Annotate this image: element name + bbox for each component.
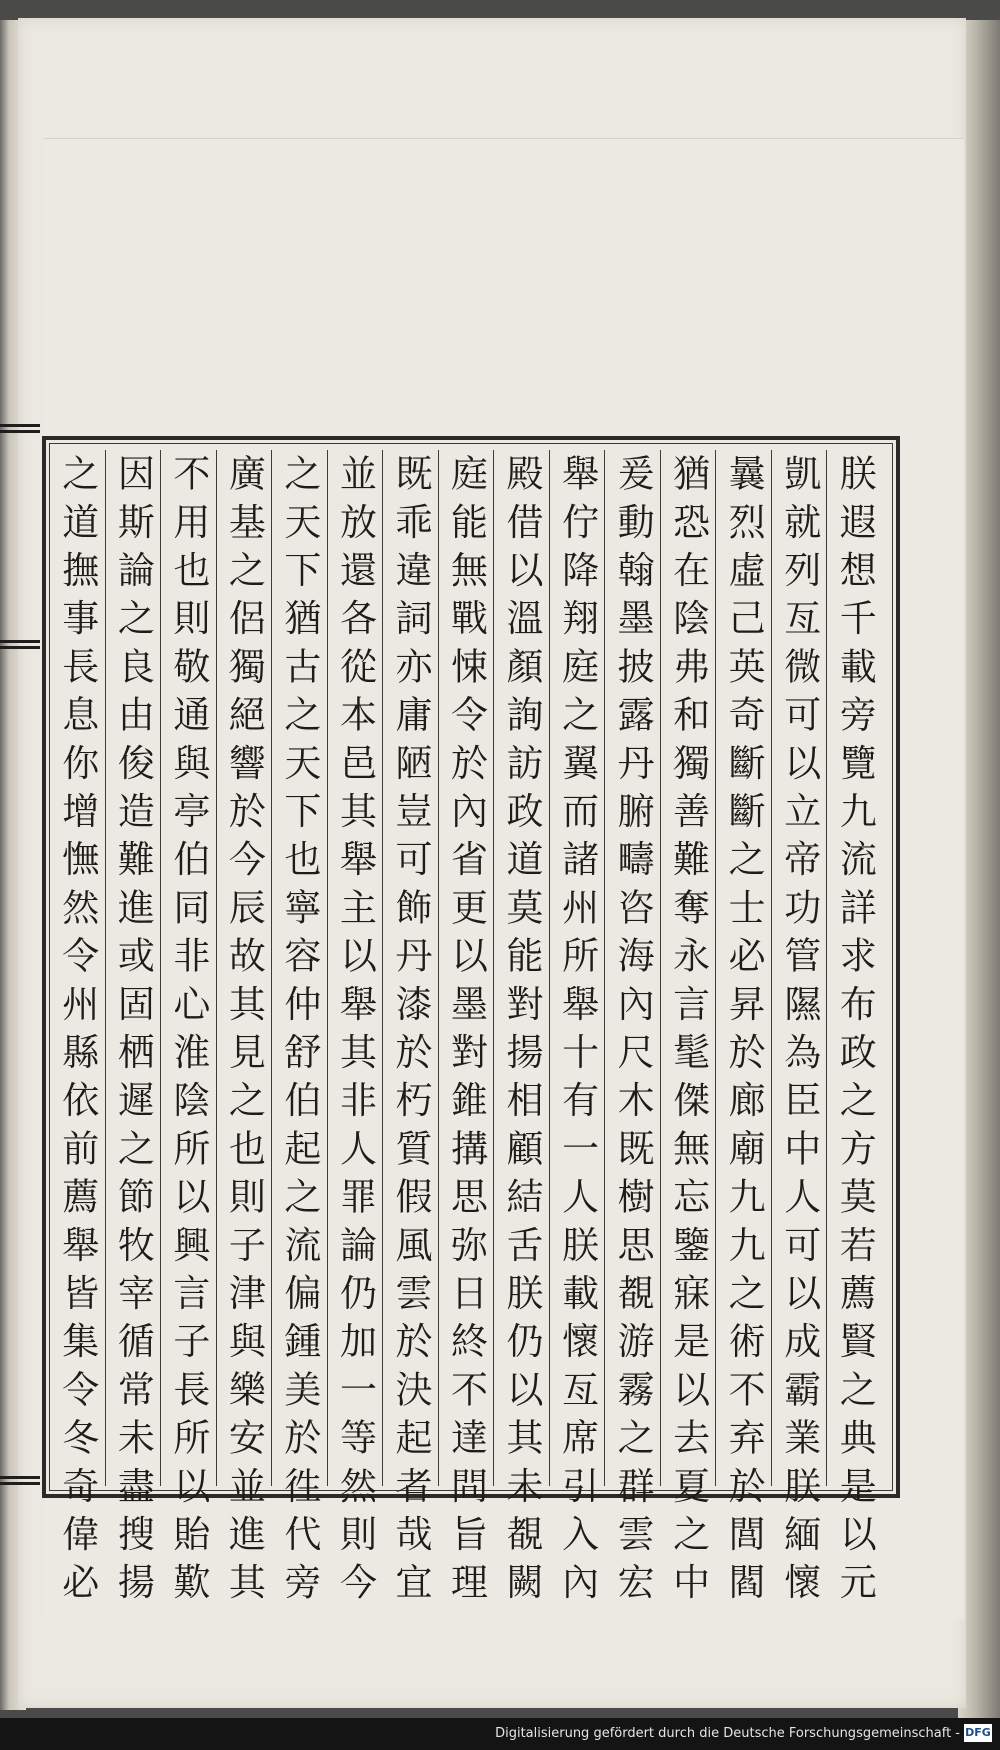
column-text: 舉佇降翔庭之翼而諸州所舉十有一人朕載懷亙席引入內: [555, 454, 599, 1611]
footer-credit: Digitalisierung gefördert durch die Deutsche Forschungsgemeinschaft -: [495, 1726, 960, 1741]
text-columns: [50, 450, 882, 1611]
text-column: [105, 450, 161, 1611]
column-text: 爰動翰墨披露丹腑疇咨海內尺木既樹思覩游霧之群雲宏: [611, 454, 655, 1611]
column-text: 廣基之侶獨絕響於今辰故其見之也則子津與樂安並進其: [222, 454, 266, 1611]
text-column: [160, 450, 216, 1611]
binding-thread: [0, 1482, 40, 1485]
text-column: [604, 450, 660, 1611]
text-column: [216, 450, 272, 1611]
column-text: 凱就列亙微可以立帝功管隰為臣中人可以成霸業朕緬懷: [777, 454, 821, 1611]
column-text: 曩烈虛己英奇斷斷之士必昇於廊廟九九之術不弃於閭閻: [722, 454, 766, 1611]
column-text: 之天下猶古之天下也寧容仲舒伯起之流偏鍾美於徃代旁: [277, 454, 321, 1611]
binding-thread: [0, 640, 40, 643]
column-text: 並放還各從本邑其舉主以舉其非人罪論仍加一等然則今: [333, 454, 377, 1611]
column-text: 庭能無戰悚令於內省更以墨對錐搆思弥日終不達問旨理: [444, 454, 488, 1611]
column-text: 猶恐在陰弗和獨善難奪永言髦傑無忘鑒寐是以去夏之中: [666, 454, 710, 1611]
text-column: [549, 450, 605, 1611]
text-column: [382, 450, 438, 1611]
binding-thread: [0, 646, 40, 649]
text-column: [327, 450, 383, 1611]
column-text: 因斯論之良由俊造難進或固栖遲之節牧宰循常未盡搜揚: [111, 454, 155, 1611]
column-text: 殿借以溫顏詢訪政道莫能對揚相顧結舌朕仍以其未覩闕: [500, 454, 544, 1611]
digitization-footer: [0, 1718, 1000, 1750]
binding-thread: [0, 430, 40, 433]
text-column: [771, 450, 827, 1611]
text-column: [715, 450, 771, 1611]
column-text: 之道撫事長息你增憮然令州縣依前薦舉皆集令冬奇偉必: [55, 454, 99, 1611]
text-column: [660, 450, 716, 1611]
text-column: [438, 450, 494, 1611]
binding-thread: [0, 424, 40, 427]
text-column: [826, 450, 882, 1611]
book-page: [18, 18, 966, 1708]
text-column: [493, 450, 549, 1611]
column-text: 朕遐想千載旁覽九流詳求布政之方莫若薦賢之典是以元: [833, 454, 877, 1611]
binding-thread: [0, 1476, 40, 1479]
column-text: 既乖違詞亦庸陋豈可飾丹漆於朽質假風雲於決起者哉宜: [388, 454, 432, 1611]
dfg-logo: DFG: [964, 1724, 992, 1742]
text-column: [271, 450, 327, 1611]
text-column: [50, 450, 105, 1611]
text-frame: [42, 436, 900, 1611]
column-text: 不用也則敬通與亭伯同非心淮陰所以興言子長所以貽歎: [166, 454, 210, 1611]
